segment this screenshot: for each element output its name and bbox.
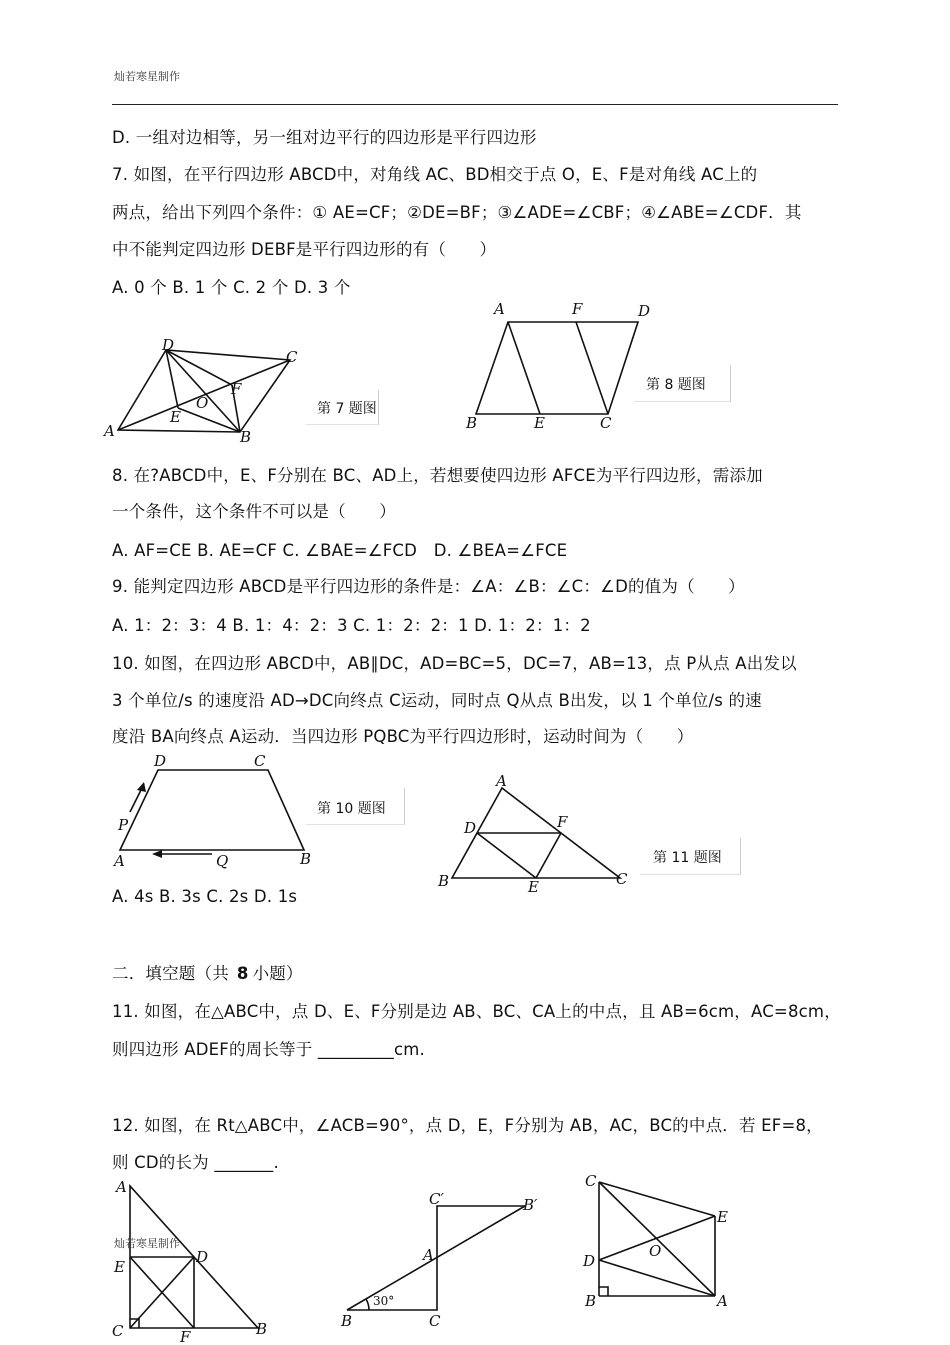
point-label-f: F — [180, 1328, 191, 1344]
point-label-d: D — [583, 1252, 596, 1270]
caption-fig8: 第 8 题图 — [646, 377, 706, 393]
point-label-o: O — [196, 394, 209, 412]
point-label-b: B — [240, 428, 252, 445]
point-label-a: A — [116, 1178, 127, 1196]
point-label-d: D — [638, 302, 651, 320]
question-7: 7. 如图，在平行四边形 ABCD中，对角线 AC、BD相交于点 O，E、F是对角线 AC上的 — [112, 165, 758, 184]
text-line: 则 CD的长为 _______. — [112, 1153, 279, 1172]
point-label-a: A — [717, 1292, 728, 1310]
answer-options-9: A. 1：2：3：4 B. 1：4：2：3 C. 1：2：2：1 D. 1：2：1：2 — [112, 616, 591, 635]
point-label-e: E — [170, 408, 181, 426]
point-label-e: E — [534, 414, 545, 432]
point-label-c: C — [616, 870, 628, 888]
figure-12 — [108, 1174, 278, 1344]
text-line: 度沿 BA向终点 A运动．当四边形 PQBC为平行四边形时，运动时间为（ ） — [112, 727, 694, 746]
text-line: 一个条件，这个条件不可以是（ ） — [112, 502, 396, 521]
point-label-c: C — [286, 348, 298, 366]
point-label-c: C — [600, 414, 612, 432]
point-label-b: B — [300, 850, 312, 868]
text-line: D. 一组对边相等，另一组对边平行的四边形是平行四边形 — [112, 128, 537, 147]
text-line: 两点，给出下列四个条件：① AE=CF；②DE=BF；③∠ADE=∠CBF；④∠ABE=∠CDF．其 — [112, 203, 802, 222]
caption-fig11: 第 11 题图 — [653, 850, 722, 866]
point-label-c: C — [585, 1172, 597, 1190]
point-label-f: F — [231, 380, 242, 398]
figure-7 — [100, 330, 310, 445]
answer-options-8: A. AF=CE B. AE=CF C. ∠BAE=∠FCD D. ∠BEA=∠FCE — [112, 541, 568, 560]
point-label-c: C — [429, 1312, 441, 1330]
point-label-b: B — [466, 414, 478, 432]
section-title: 二．填空题（共 8 小题） — [112, 964, 303, 983]
point-label-o: O — [649, 1242, 662, 1260]
point-label-e: E — [528, 878, 539, 896]
point-label-a: A — [423, 1246, 434, 1264]
point-label-d: D — [154, 752, 167, 770]
point-label-a: A — [496, 772, 507, 790]
point-label-c: C — [254, 752, 266, 770]
point-label-d: D — [196, 1248, 209, 1266]
point-label-q: Q — [216, 852, 229, 870]
text-line: 中不能判定四边形 DEBF是平行四边形的有（ ） — [112, 240, 497, 259]
point-label-f: F — [572, 300, 583, 318]
question-11: 11. 如图，在△ABC中，点 D、E、F分别是边 AB、BC、CA上的中点，且 AB=6cm，AC=8cm， — [112, 1002, 841, 1021]
point-label-a: A — [114, 852, 125, 870]
answer-options-7: A. 0 个 B. 1 个 C. 2 个 D. 3 个 — [112, 278, 351, 297]
question-12: 12. 如图，在 Rt△ABC中，∠ACB=90°，点 D，E，F分别为 AB，AC，BC的中点．若 EF=8， — [112, 1116, 823, 1135]
answer-options-10: A. 4s B. 3s C. 2s D. 1s — [112, 887, 298, 906]
figure-14 — [575, 1168, 740, 1318]
question-10: 10. 如图，在四边形 ABCD中，AB∥DC，AD=BC=5，DC=7，AB=13，点 P从点 A出发以 — [112, 654, 797, 673]
header-rule — [112, 104, 838, 105]
point-label-b: B — [585, 1292, 597, 1310]
figure-11 — [432, 770, 637, 898]
point-label-c-prime: C′ — [429, 1190, 444, 1208]
point-label-e: E — [717, 1208, 728, 1226]
point-label-a: A — [104, 422, 115, 440]
point-label-a: A — [494, 300, 505, 318]
point-label-b: B — [438, 872, 450, 890]
angle-label: 30° — [373, 1294, 395, 1308]
question-8: 8. 在?ABCD中，E、F分别在 BC、AD上，若想要使四边形 AFCE为平行四边形，需添加 — [112, 466, 763, 485]
figure-13 — [335, 1190, 550, 1335]
point-label-b: B — [341, 1312, 353, 1330]
header-watermark: 灿若寒星制作 — [114, 70, 180, 83]
page-watermark: 灿若寒星制作 — [114, 1237, 180, 1250]
point-label-d: D — [162, 336, 175, 354]
text-line: 3 个单位/s 的速度沿 AD→DC向终点 C运动，同时点 Q从点 B出发，以 1 个单位/s 的速 — [112, 691, 762, 710]
point-label-c: C — [112, 1322, 124, 1340]
point-label-f: F — [557, 813, 568, 831]
point-label-b-prime: B′ — [523, 1196, 538, 1214]
figure-10 — [108, 748, 323, 873]
point-label-p: P — [118, 816, 129, 834]
caption-fig10: 第 10 题图 — [317, 801, 386, 817]
figure-8 — [460, 298, 660, 433]
point-label-e: E — [114, 1258, 125, 1276]
caption-fig7: 第 7 题图 — [317, 401, 377, 417]
text-line: 则四边形 ADEF的周长等于 _________cm. — [112, 1040, 425, 1059]
question-9: 9. 能判定四边形 ABCD是平行四边形的条件是：∠A：∠B：∠C：∠D的值为（ ） — [112, 577, 745, 596]
point-label-d: D — [464, 819, 477, 837]
point-label-b: B — [256, 1320, 268, 1338]
